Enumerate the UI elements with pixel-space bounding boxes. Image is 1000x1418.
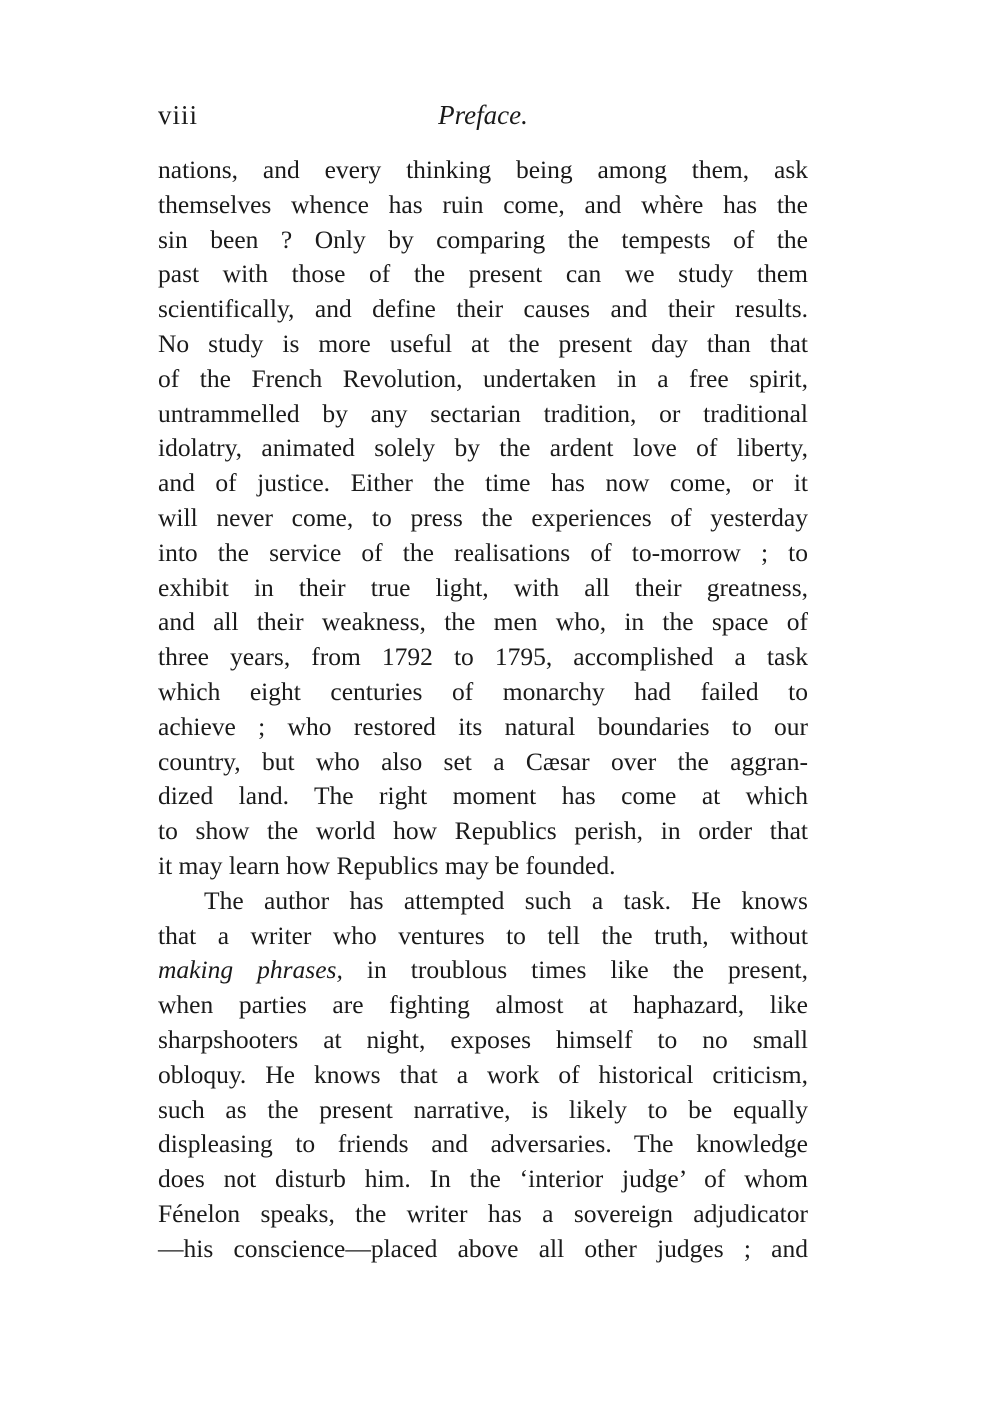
running-head: Preface.	[438, 100, 528, 130]
text-line: does not disturb him. In the ‘interior judge’ of whom	[158, 1164, 808, 1194]
text-line: dized land. The right moment has come at which	[158, 781, 808, 811]
text-line: and of justice. Either the time has now come, or it	[158, 468, 808, 498]
text-line: sharpshooters at night, exposes himself to no small	[158, 1024, 808, 1054]
paragraph-2	[158, 884, 808, 1267]
text-line: when parties are fighting almost at haphazard, like	[158, 990, 808, 1020]
text-line: past with those of the present can we study them	[158, 259, 808, 289]
text-line: —his conscience—placed above all other judges ; and	[158, 1233, 808, 1263]
text-fragment: in troublous times like the present,	[342, 955, 808, 985]
text-line: into the service of the realisations of to-morrow ; to	[158, 537, 808, 567]
text-line: displeasing to friends and adversaries. The knowledge	[158, 1129, 808, 1159]
text-line: and all their weakness, the men who, in the space of	[158, 607, 808, 637]
text-line: of the French Revolution, undertaken in a free spirit,	[158, 363, 808, 393]
text-line: will never come, to press the experiences of yesterday	[158, 502, 808, 532]
body-text	[158, 153, 808, 1267]
paragraph-1	[158, 153, 808, 884]
text-line: Fénelon speaks, the writer has a sovereign adjudicator	[158, 1198, 808, 1228]
text-line: sin been ? Only by comparing the tempests of the	[158, 224, 808, 254]
text-line: obloquy. He knows that a work of historical criticism,	[158, 1059, 808, 1089]
text-line: idolatry, animated solely by the ardent love of liberty,	[158, 433, 808, 463]
text-line: scientifically, and define their causes and their results.	[158, 294, 808, 324]
text-line: it may learn how Republics may be founded.	[158, 850, 616, 880]
text-line-mixed	[158, 953, 808, 988]
text-line: achieve ; who restored its natural boundaries to our	[158, 711, 808, 741]
italic-phrase: making phrases,	[158, 955, 343, 985]
text-line: No study is more useful at the present day than that	[158, 328, 808, 358]
page-header	[158, 100, 808, 140]
text-line: The author has attempted such a task. He knows	[204, 885, 808, 915]
text-line: country, but who also set a Cæsar over the aggran-	[158, 746, 808, 776]
text-line: untrammelled by any sectarian tradition, or traditional	[158, 398, 808, 428]
text-line: which eight centuries of monarchy had failed to	[158, 676, 808, 706]
text-line: nations, and every thinking being among them, ask	[158, 155, 808, 184]
text-line: to show the world how Republics perish, in order that	[158, 816, 808, 846]
text-line: themselves whence has ruin come, and whère has the	[158, 189, 808, 219]
text-line: that a writer who ventures to tell the truth, without	[158, 920, 808, 950]
text-line: three years, from 1792 to 1795, accomplished a task	[158, 642, 808, 672]
text-line: such as the present narrative, is likely to be equally	[158, 1094, 808, 1124]
page-number: viii	[158, 100, 199, 130]
text-line: exhibit in their true light, with all their greatness,	[158, 572, 808, 602]
